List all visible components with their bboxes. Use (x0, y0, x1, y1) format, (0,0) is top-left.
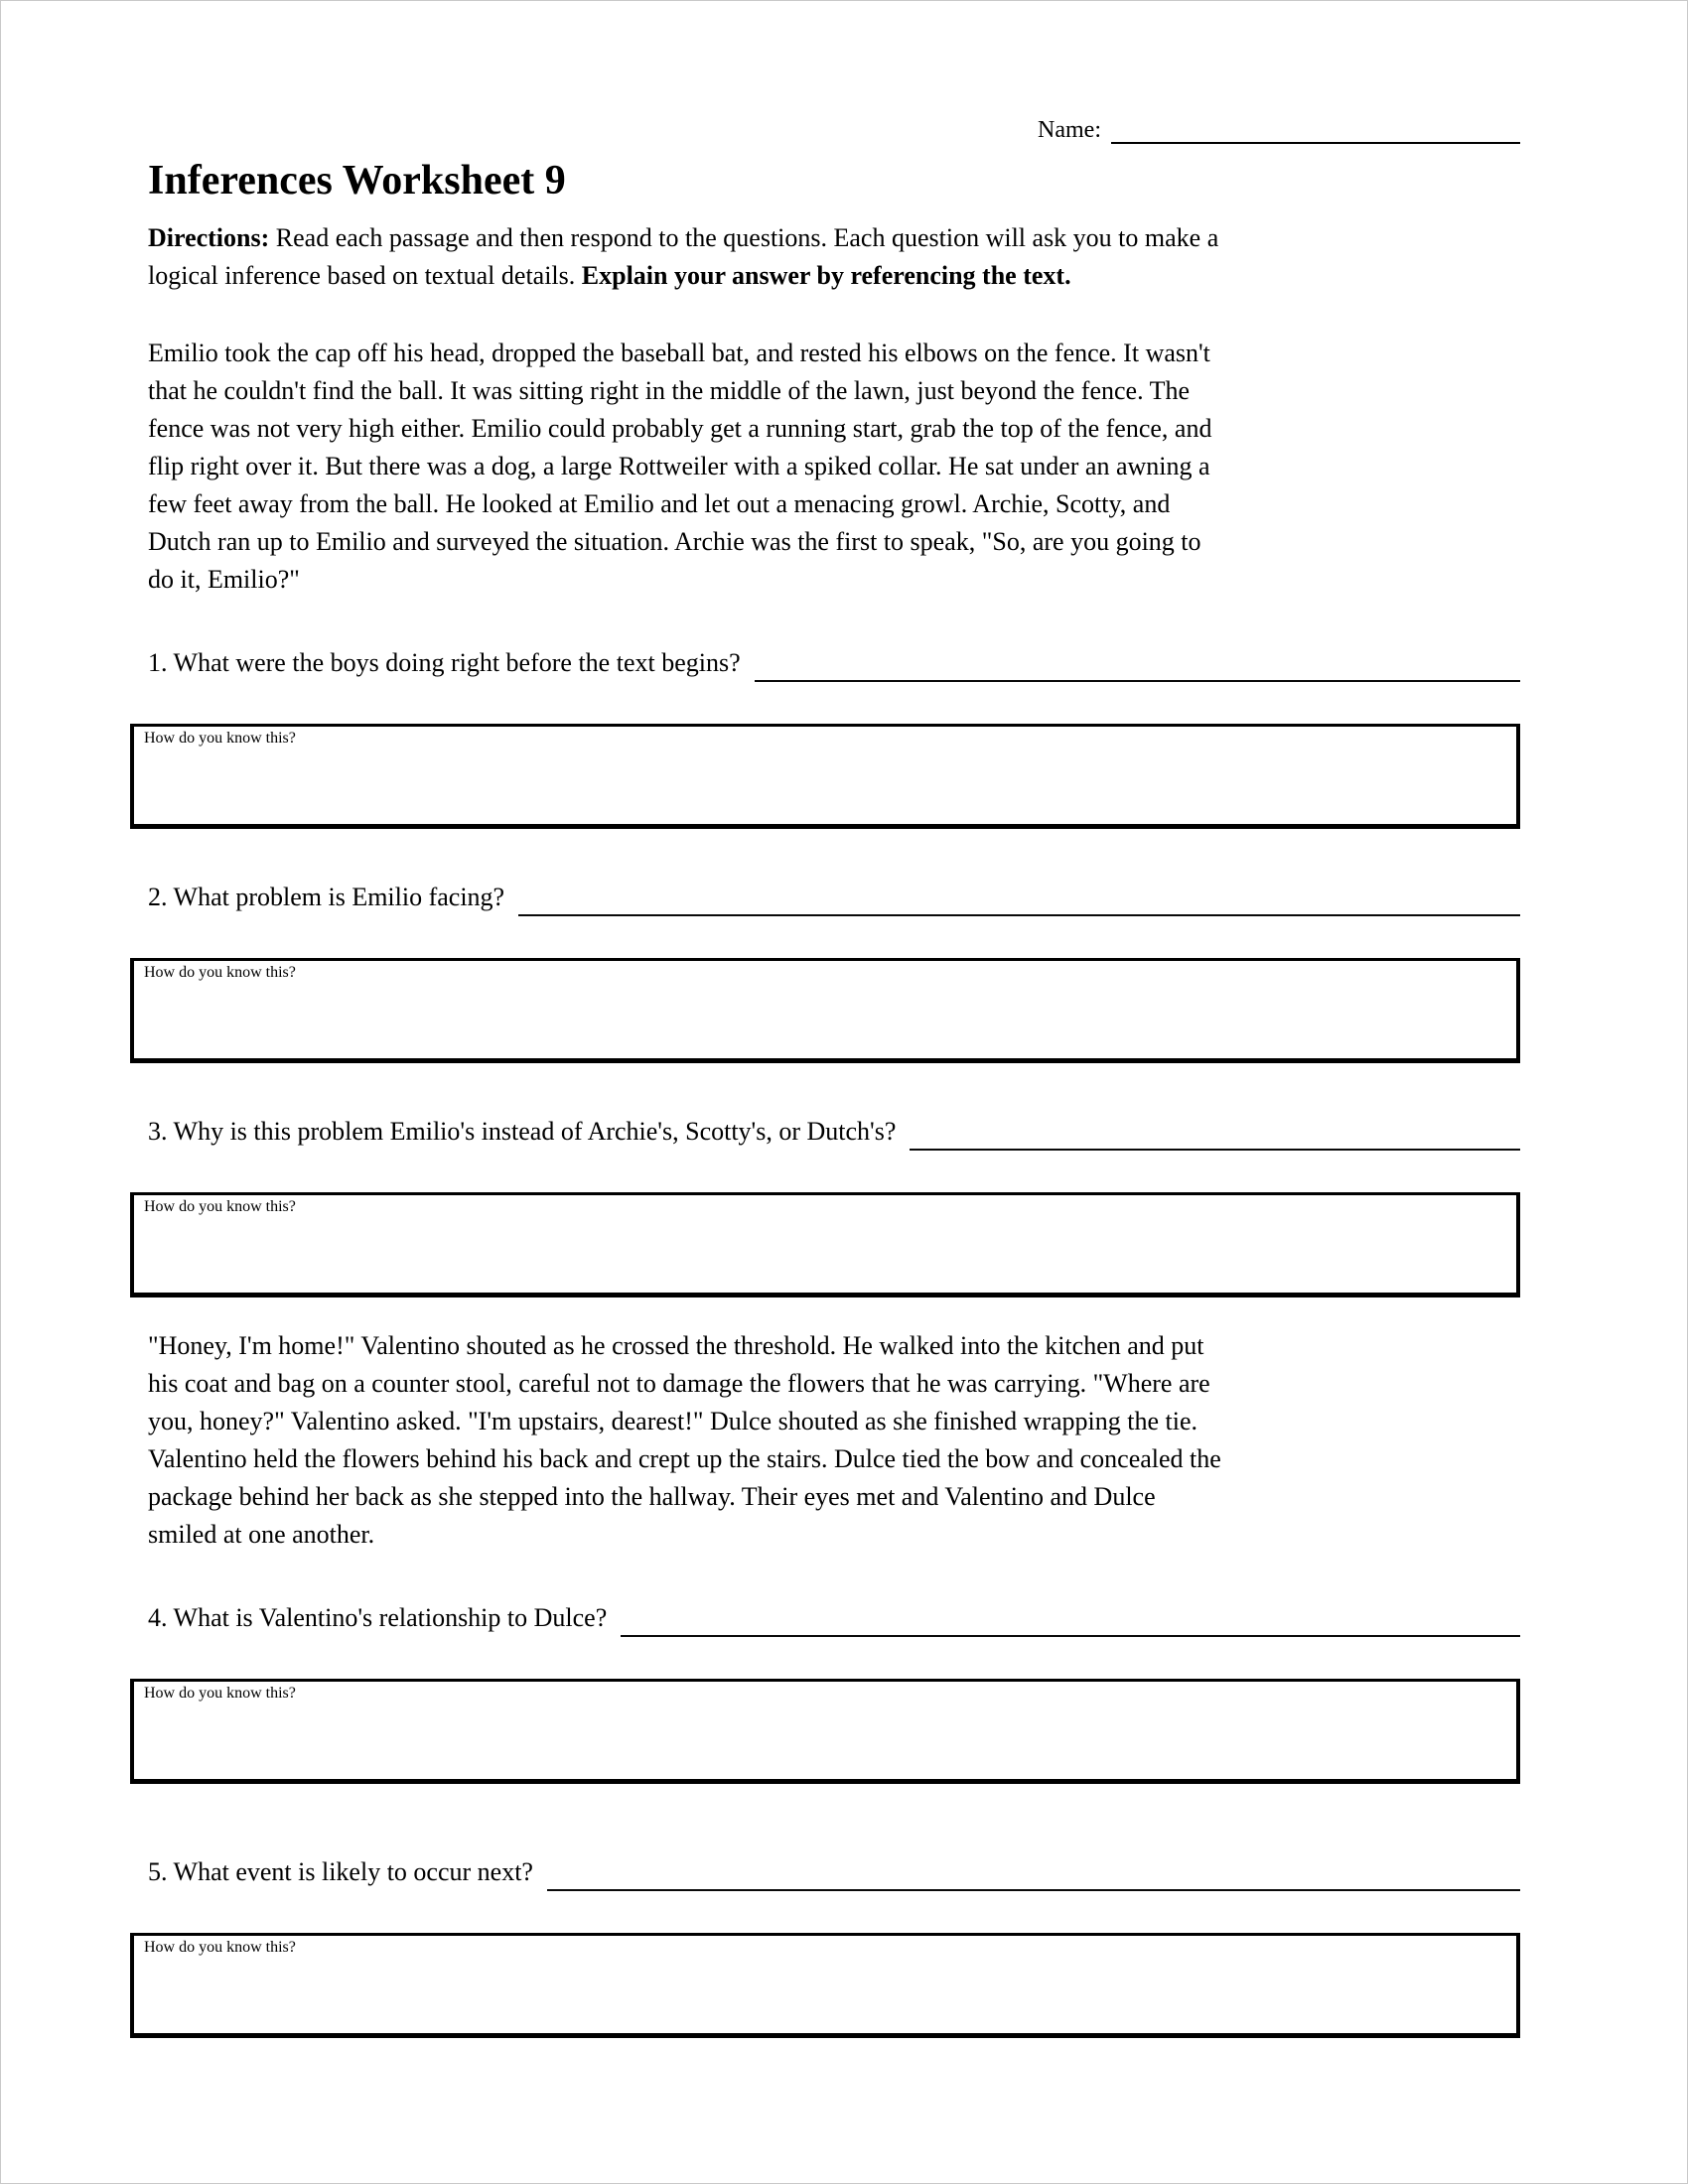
question-5-answer-line[interactable] (547, 1859, 1520, 1891)
directions-text-1: Read each passage and then respond to the questions. Each question will ask you to make a (269, 223, 1219, 253)
passage-line: smiled at one another. (148, 1520, 375, 1550)
question-2-text: 2. What problem is Emilio facing? (148, 883, 505, 912)
directions-line-1 (148, 219, 1520, 257)
directions-label: Directions: (148, 223, 270, 253)
directions-text-2: logical inference based on textual details. (148, 261, 582, 291)
answer-box-5[interactable] (130, 1933, 1520, 2038)
passage-line: that he couldn't find the ball. It was sitting right in the middle of the lawn, just beyond the fence. The (148, 376, 1191, 406)
passage-line: his coat and bag on a counter stool, careful not to damage the flowers that he was carrying. "Where are (148, 1369, 1210, 1399)
answer-box-2-label: How do you know this? (144, 964, 296, 982)
question-4 (148, 1599, 1520, 1637)
answer-box-4-label: How do you know this? (144, 1685, 296, 1703)
question-1-text: 1. What were the boys doing right before the text begins? (148, 648, 741, 678)
directions-line-2 (148, 257, 1520, 295)
passage-1 (148, 335, 1520, 599)
question-1-answer-line[interactable] (755, 650, 1520, 682)
question-2-answer-line[interactable] (518, 885, 1520, 916)
question-3 (148, 1113, 1520, 1151)
name-blank-line[interactable] (1111, 116, 1520, 144)
answer-box-3[interactable] (130, 1192, 1520, 1297)
passage-line: Valentino held the flowers behind his back and crept up the stairs. Dulce tied the bow and concealed the (148, 1444, 1221, 1474)
name-field-row (148, 1, 1520, 144)
question-3-text: 3. Why is this problem Emilio's instead of Archie's, Scotty's, or Dutch's? (148, 1117, 897, 1147)
passage-2 (148, 1327, 1520, 1554)
question-5-text: 5. What event is likely to occur next? (148, 1857, 533, 1887)
passage-line: do it, Emilio?" (148, 565, 300, 595)
passage-line: Emilio took the cap off his head, dropped the baseball bat, and rested his elbows on the fence. It wasn't (148, 339, 1210, 368)
answer-box-3-label: How do you know this? (144, 1198, 296, 1216)
question-1 (148, 644, 1520, 682)
passage-line: fence was not very high either. Emilio could probably get a running start, grab the top of the fence, and (148, 414, 1212, 444)
answer-box-5-label: How do you know this? (144, 1939, 296, 1957)
passage-line: Dutch ran up to Emilio and surveyed the situation. Archie was the first to speak, "So, are you going to (148, 527, 1201, 557)
question-4-answer-line[interactable] (621, 1605, 1520, 1637)
answer-box-1-label: How do you know this? (144, 730, 296, 748)
question-4-text: 4. What is Valentino's relationship to Dulce? (148, 1603, 608, 1633)
directions-emphasis: Explain your answer by referencing the text. (581, 261, 1071, 291)
name-label: Name: (1038, 117, 1101, 143)
passage-line: "Honey, I'm home!" Valentino shouted as he crossed the threshold. He walked into the kitchen and put (148, 1331, 1204, 1361)
question-3-answer-line[interactable] (910, 1119, 1520, 1151)
passage-line: you, honey?" Valentino asked. "I'm upstairs, dearest!" Dulce shouted as she finished wrapping the tie. (148, 1407, 1198, 1436)
page-title: Inferences Worksheet 9 (148, 158, 566, 204)
question-2 (148, 879, 1520, 916)
passage-line: flip right over it. But there was a dog, a large Rottweiler with a spiked collar. He sat under an awning a (148, 452, 1210, 481)
answer-box-2[interactable] (130, 958, 1520, 1063)
answer-box-1[interactable] (130, 724, 1520, 829)
directions (148, 219, 1520, 295)
worksheet-page (1, 1, 1687, 2183)
passage-line: package behind her back as she stepped into the hallway. Their eyes met and Valentino and Dulce (148, 1482, 1156, 1512)
answer-box-4[interactable] (130, 1679, 1520, 1784)
passage-line: few feet away from the ball. He looked at Emilio and let out a menacing growl. Archie, Scotty, and (148, 489, 1171, 519)
question-5 (148, 1853, 1520, 1891)
